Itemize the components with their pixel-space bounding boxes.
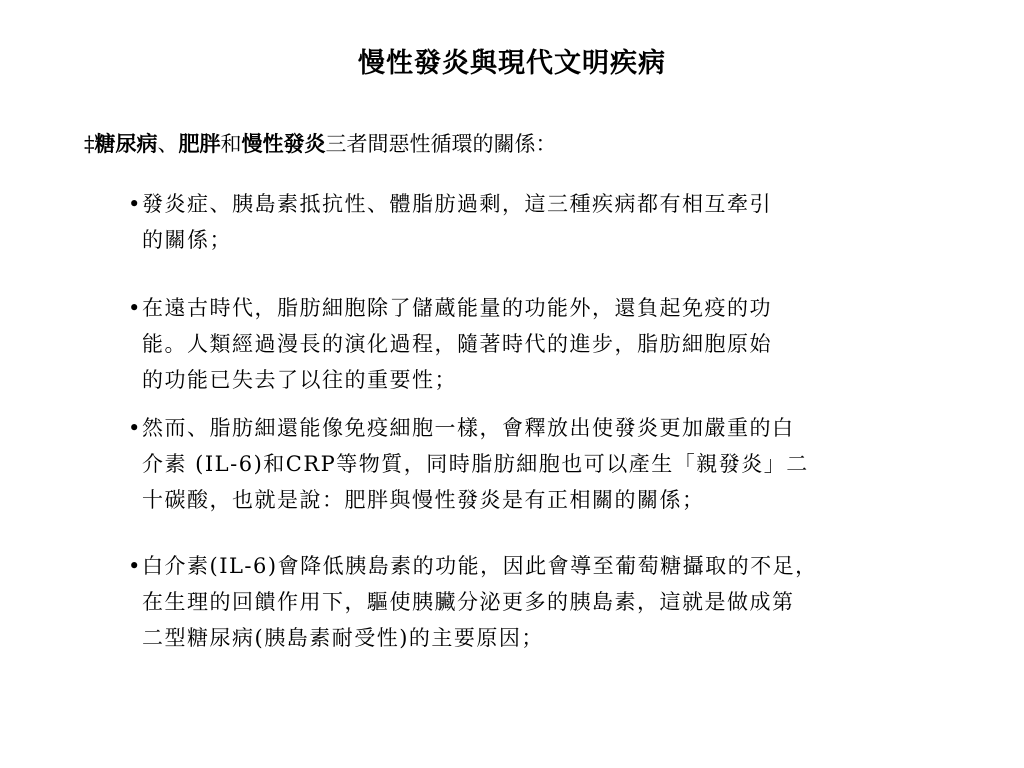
bullet-2-line-1: 在遠古時代，脂肪細胞除了儲蔵能量的功能外，還負起免疫的功	[142, 296, 772, 320]
intro-separator: 、	[157, 132, 179, 156]
bullet-item-3	[128, 410, 988, 518]
bullet-4-line-1: 白介素(IL-6)會降低胰島素的功能，因此會導至葡萄糖攝取的不足，	[142, 554, 818, 578]
bullet-marker: •	[128, 416, 142, 440]
slide-title: 慢性發炎與現代文明疾病	[358, 48, 666, 79]
bullet-4-line-3: 二型糖尿病(胰島素耐受性)的主要原因；	[142, 626, 544, 650]
intro-rest: 三者間惡性循環的關係：	[325, 132, 557, 156]
intro-term-diabetes: 糖尿病	[94, 131, 158, 156]
intro-line	[84, 128, 984, 160]
intro-term-obesity: 肥胖	[178, 131, 221, 156]
bullet-1-line-2: 的關係；	[142, 228, 232, 252]
bullet-item-4	[128, 548, 988, 656]
bullet-2-line-2: 能。人類經過漫長的演化過程，隨著時代的進步，脂肪細胞原始	[142, 332, 772, 356]
bullet-3-line-3: 十碳酸，也就是說：肥胖與慢性發炎是有正相關的關係；	[142, 488, 705, 512]
bullet-3-line-2: 介素 (IL-6)和CRP等物質，同時脂肪細胞也可以產生「親發炎」二	[142, 452, 809, 476]
intro-joiner: 和	[220, 132, 242, 156]
bullet-4-line-2: 在生理的回饋作用下，驅使胰臟分泌更多的胰島素，這就是做成第	[142, 590, 795, 614]
intro-term-inflammation: 慢性發炎	[241, 131, 326, 156]
bullet-2-line-3: 的功能已失去了以往的重要性；	[142, 368, 457, 392]
intro-mark: ‡	[84, 132, 95, 156]
bullet-3-line-1: 然而、脂肪細還能像免疫細胞一樣，會釋放出使發炎更加嚴重的白	[142, 416, 795, 440]
bullet-item-2	[128, 290, 988, 398]
bullet-list	[128, 186, 988, 656]
bullet-1-line-1: 發炎症、胰島素抵抗性、體脂肪過剩，這三種疾病都有相互牽引	[142, 192, 772, 216]
bullet-marker: •	[128, 192, 142, 216]
bullet-marker: •	[128, 554, 142, 578]
bullet-item-1	[128, 186, 988, 258]
bullet-marker: •	[128, 296, 142, 320]
